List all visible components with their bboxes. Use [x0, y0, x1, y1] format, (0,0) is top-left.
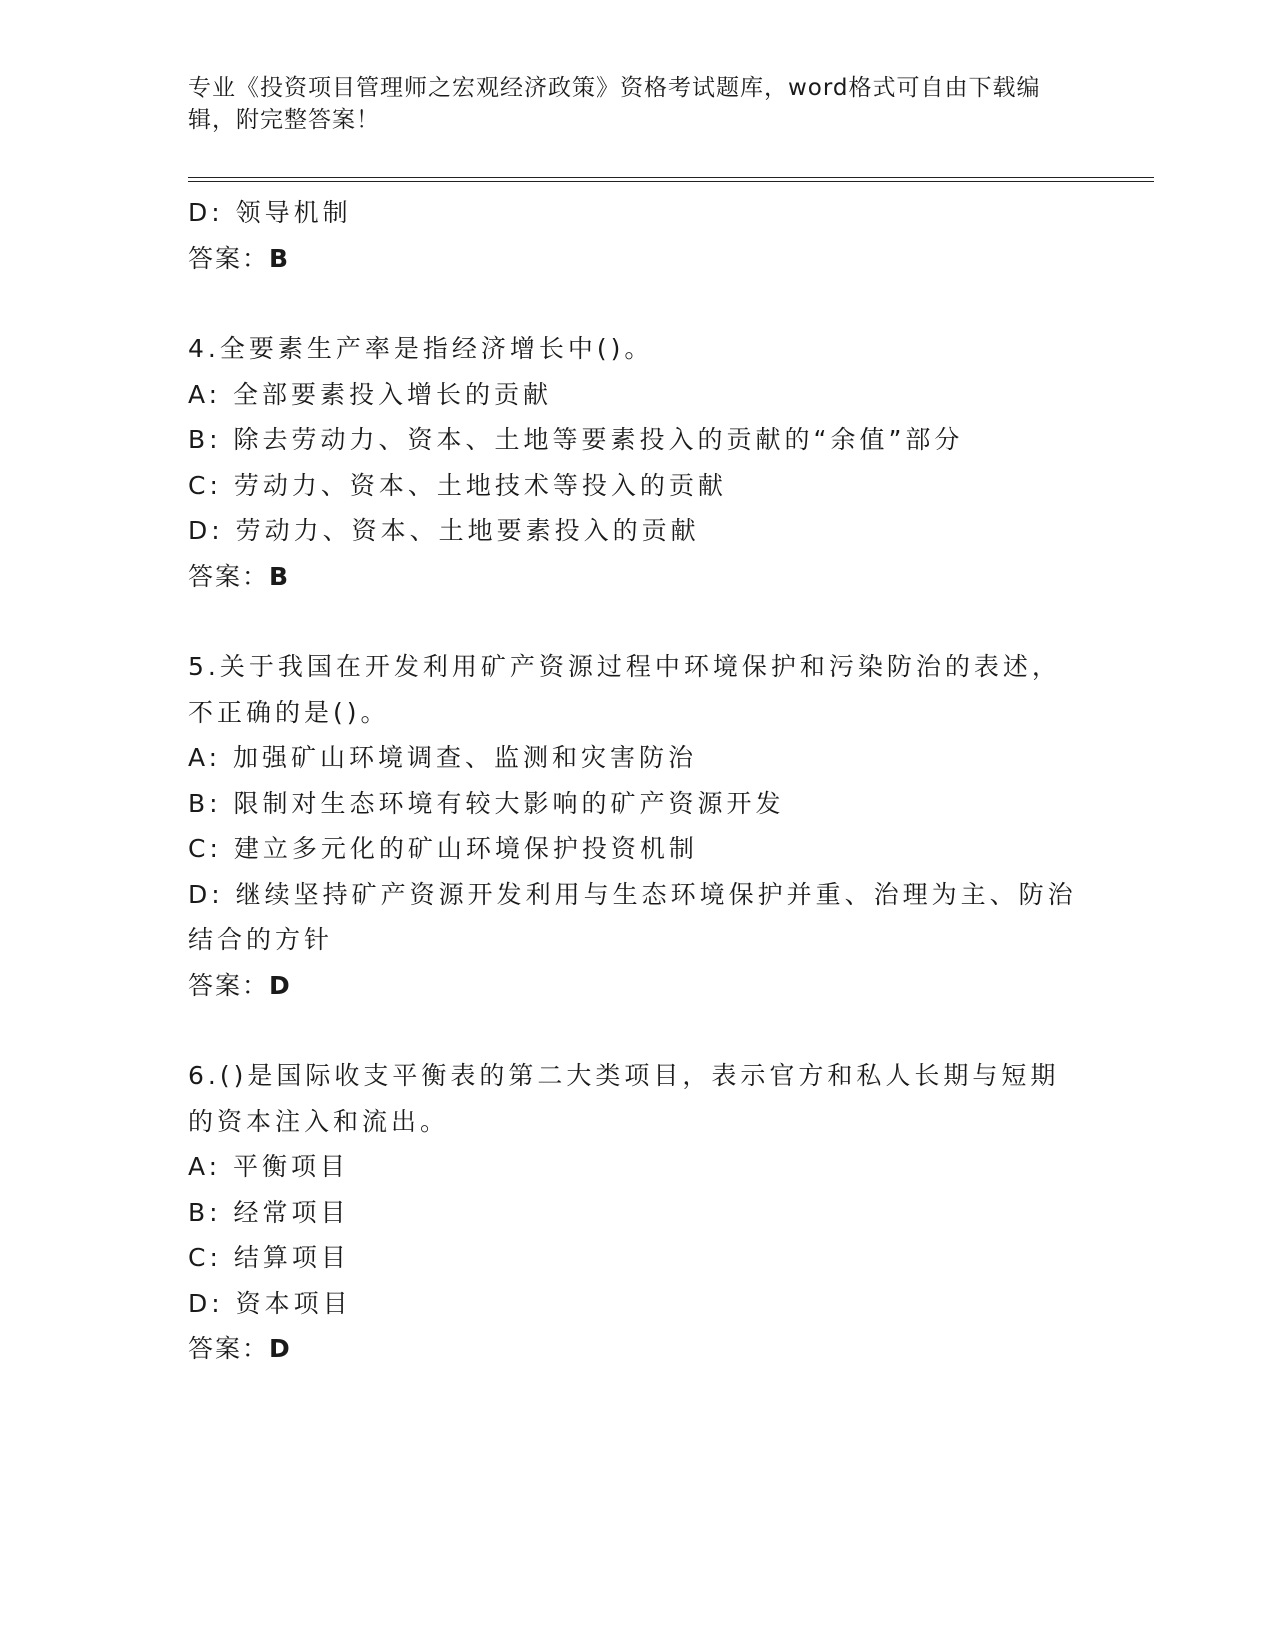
q6-stem-line-1: 6.()是国际收支平衡表的第二大类项目，表示官方和私人长期与短期: [188, 1061, 1060, 1090]
q3-answer-value: B: [269, 243, 291, 273]
q5-stem-line-1: 5.关于我国在开发利用矿产资源过程中环境保护和污染防治的表述，: [188, 652, 1061, 681]
header-line-1: 专业《投资项目管理师之宏观经济政策》资格考试题库，word格式可自由下载编: [188, 75, 1041, 101]
q4-option-a: A: 全部要素投入增长的贡献: [188, 379, 553, 409]
q5-option-c: C: 建立多元化的矿山环境保护投资机制: [188, 834, 698, 863]
q6-option-c: C: 结算项目: [188, 1243, 350, 1272]
q6-answer: [188, 1326, 1088, 1372]
q5-answer-label: 答案：: [188, 970, 270, 1000]
q3-answer-label: 答案：: [188, 243, 270, 273]
q6-answer-value: D: [269, 1334, 292, 1363]
page-header: [188, 72, 1068, 136]
q4-answer-value: B: [269, 561, 291, 591]
q6-option-b: B: 经常项目: [188, 1197, 350, 1227]
q6-option-d: D: 资本项目: [188, 1288, 352, 1318]
q4-option-b: B: 除去劳动力、资本、土地等要素投入的贡献的“余值”部分: [188, 425, 964, 454]
q4-answer-label: 答案：: [188, 561, 270, 591]
q6-answer-label: 答案：: [188, 1334, 270, 1363]
q5-option-d-line-1: D: 继续坚持矿产资源开发利用与生态环境保护并重、治理为主、防治: [188, 879, 1077, 909]
q6-stem-line-2: 的资本注入和流出。: [188, 1106, 450, 1136]
q3-option-d: D: 领导机制: [188, 198, 352, 227]
header-divider: [188, 177, 1154, 182]
q6-option-a: A: 平衡项目: [188, 1152, 350, 1181]
q5-option-d-line-2: 结合的方针: [188, 925, 334, 954]
q4-option-c: C: 劳动力、资本、土地技术等投入的贡献: [188, 470, 727, 500]
q4-option-d: D: 劳动力、资本、土地要素投入的贡献: [188, 516, 700, 545]
question-list: [188, 190, 1088, 1372]
q5-option-a: A: 加强矿山环境调查、监测和灾害防治: [188, 743, 698, 772]
q5-stem-line-2: 不正确的是()。: [188, 697, 390, 727]
q4-answer: [188, 554, 1088, 600]
q5-answer: [188, 963, 1088, 1009]
q5-answer-value: D: [269, 970, 292, 1000]
q5-option-b: B: 限制对生态环境有较大影响的矿产资源开发: [188, 788, 785, 818]
q4-stem: 4.全要素生产率是指经济增长中()。: [188, 334, 654, 363]
q3-answer: [188, 236, 1088, 282]
header-line-2: 辑，附完整答案！: [188, 107, 380, 133]
